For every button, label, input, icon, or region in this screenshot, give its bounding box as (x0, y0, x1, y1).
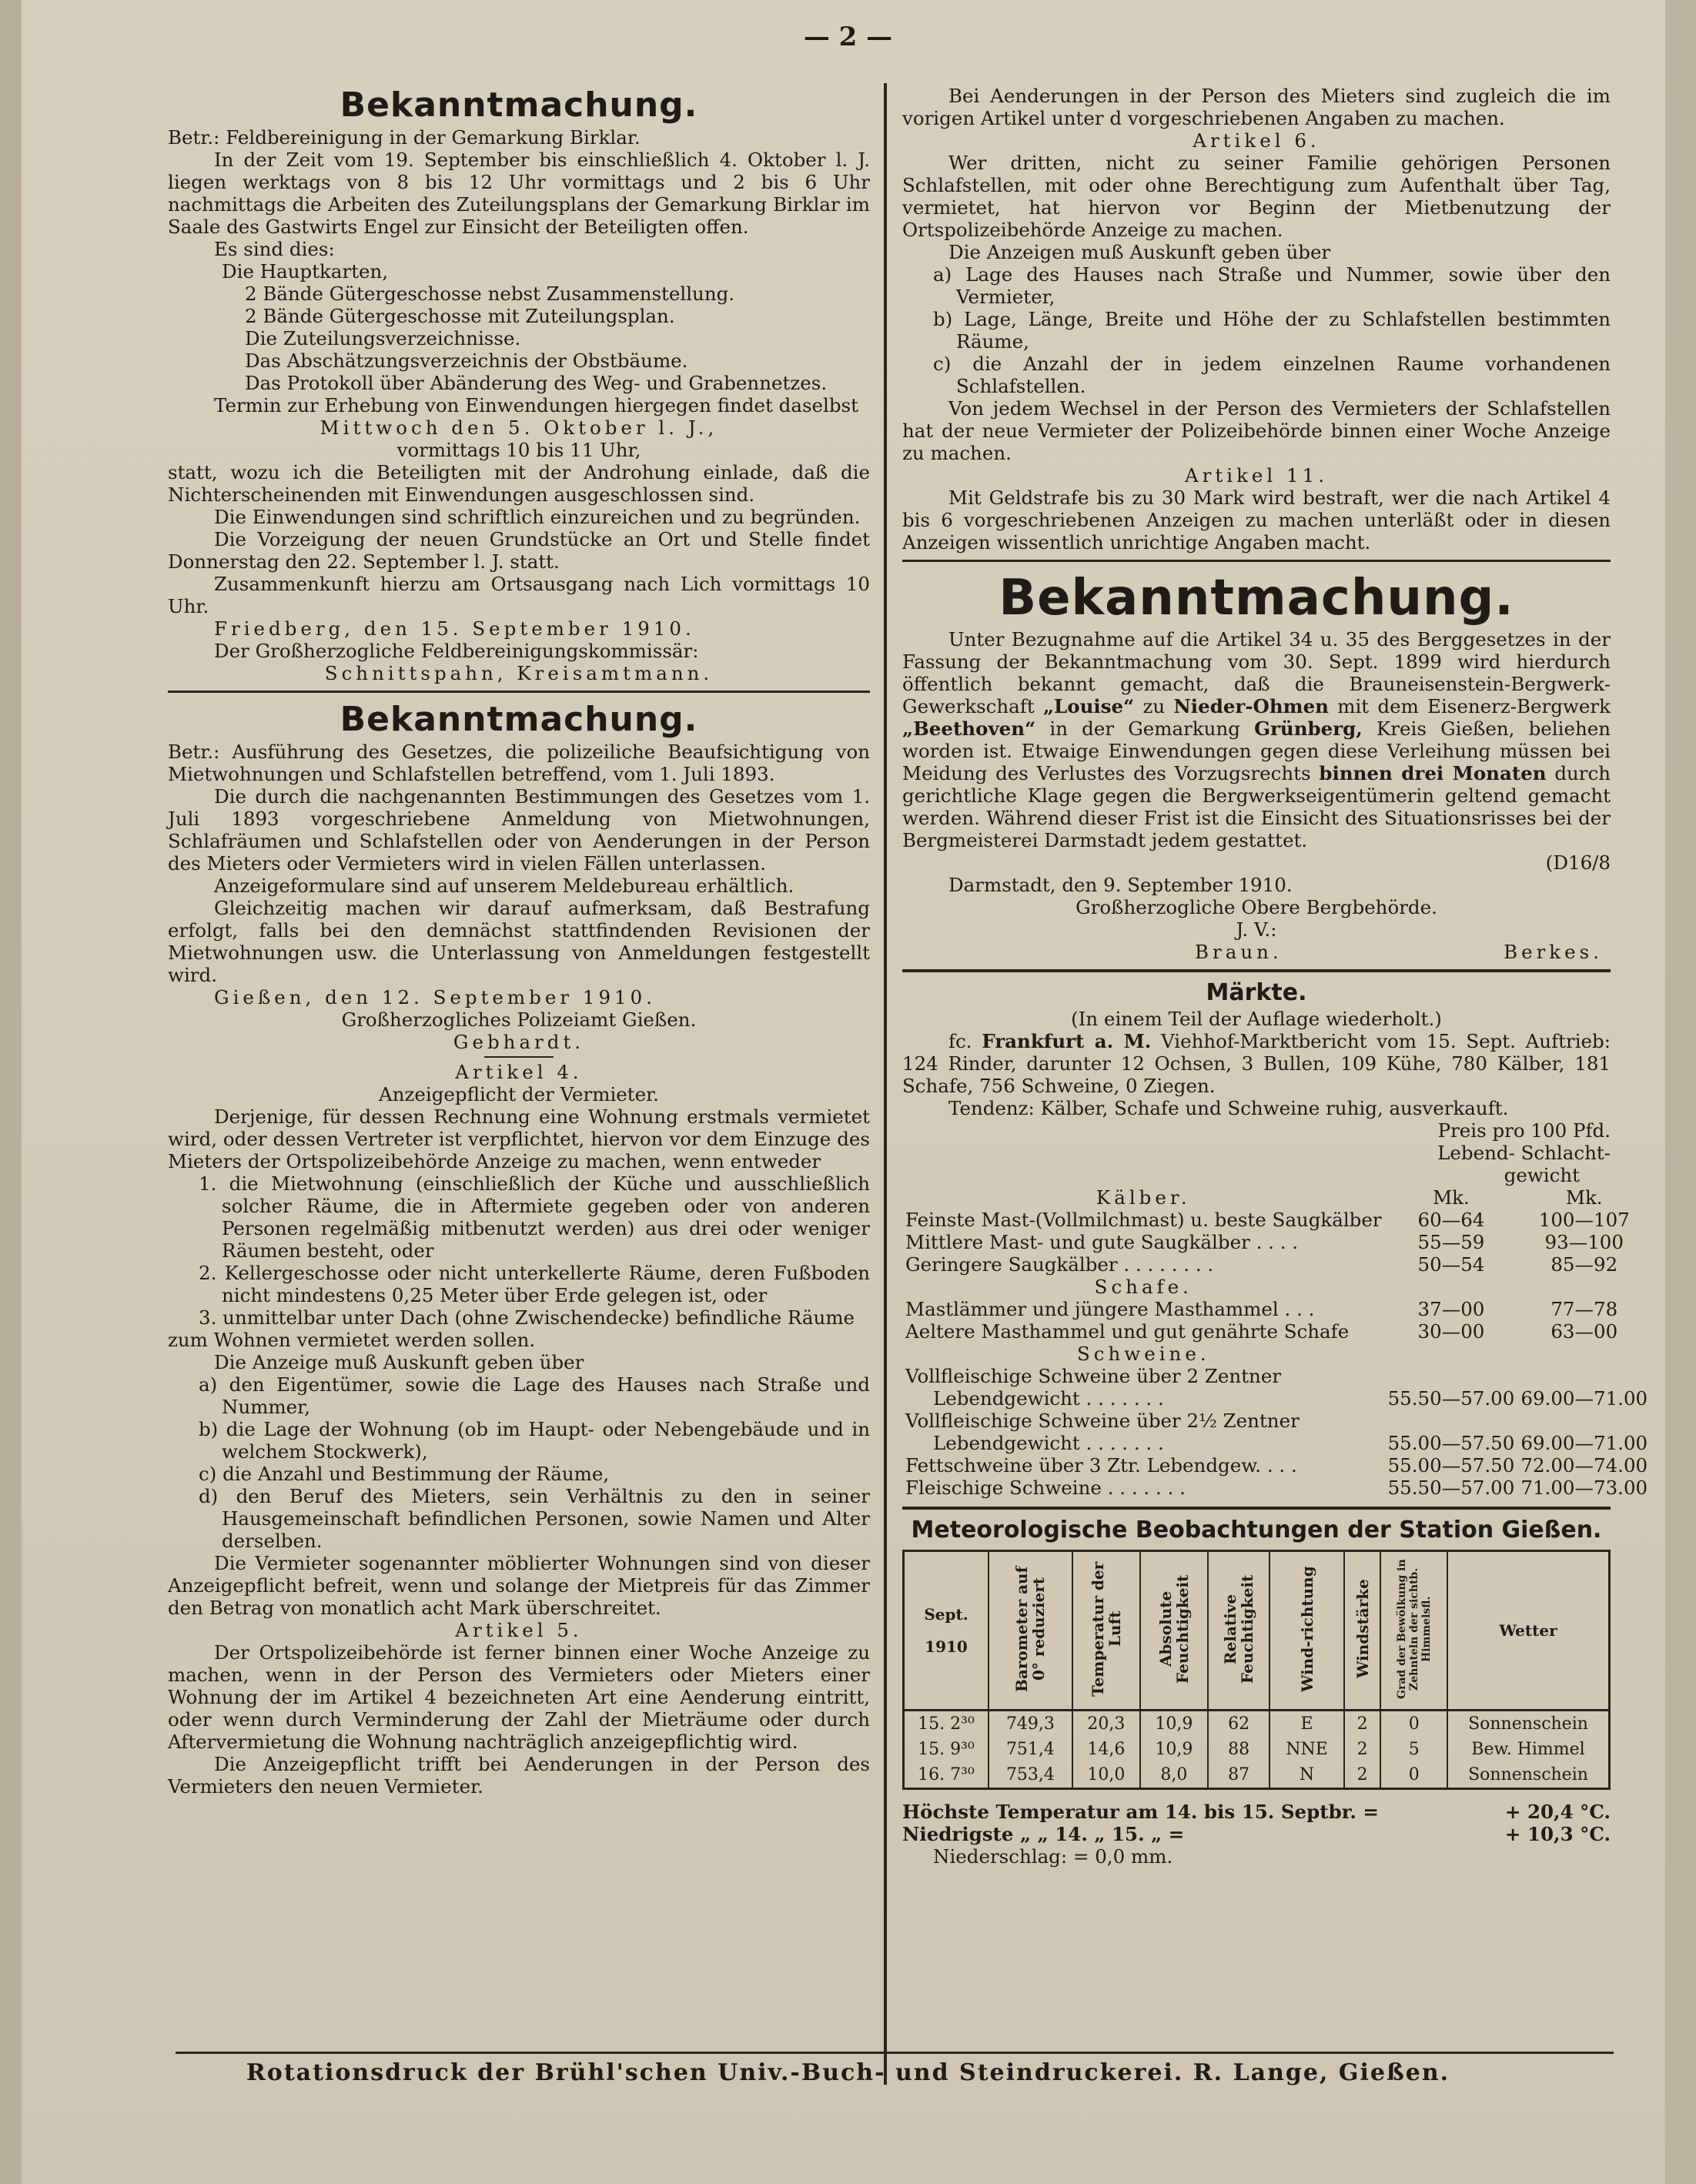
list-intro: Es sind dies: (214, 238, 335, 260)
col-header-weather (1447, 1551, 1610, 1711)
cell-time: 9³⁰ (950, 1740, 975, 1759)
table-row (902, 1298, 1651, 1320)
header-label: Temperatur der Luft (1088, 1561, 1124, 1697)
termin-paragraph: Termin zur Erhebung von Einwendungen hiergegen findet daselbst (214, 394, 858, 416)
place-name: Nieder-Ohmen (1173, 695, 1329, 717)
markets-intro (902, 1030, 1611, 1097)
category-label: Schafe. (1094, 1276, 1193, 1298)
price-slaughter: 93—100 (1544, 1231, 1624, 1253)
cell-temperature: 14,6 (1072, 1737, 1140, 1762)
cell-wind-strength: 2 (1344, 1762, 1381, 1789)
text-fragment: mit dem Eisenerz-Bergwerk (1337, 695, 1611, 717)
text-fragment: Unter Bezugnahme auf die Artikel 34 u. 35 des Berggesetzes in der Fassung der Bekanntmachung vom 30. Sept. 1899 wird hierdurch öffentlich bekannt gemacht, daß die Brauneisenstein-Bergwerk-Gewerkschaft (902, 628, 1611, 717)
place-date: Friedberg, den 15. September 1910. (214, 617, 695, 640)
table-row (902, 1231, 1651, 1253)
cell-abs-humidity: 10,9 (1140, 1711, 1208, 1738)
article-heading: Artikel 11. (1184, 464, 1329, 487)
col-header-barometer (988, 1551, 1072, 1711)
min-temp-value: + 10,3 °C. (1504, 1823, 1611, 1845)
row-label: Fettschweine über 3 Ztr. Lebendgew. . . . (905, 1454, 1297, 1477)
announcement-paragraph: Gleichzeitig machen wir darauf aufmerksam, daß Bestrafung erfolgt, falls bei den demnächst stattfindenden Revisionen der Mietwohnungen usw. die Unterlassung von Anmeldungen festgestellt wird. (168, 897, 870, 986)
signature: Gebhardt. (453, 1031, 585, 1053)
cell-day: 15. (918, 1740, 945, 1759)
table-row (902, 1320, 1651, 1343)
table-row (902, 1209, 1651, 1231)
article-paragraph: Die Anzeige muß Auskunft geben über (214, 1351, 584, 1373)
price-slaughter: 100—107 (1538, 1209, 1630, 1231)
header-label: Wind-richtung (1297, 1566, 1316, 1692)
announcement-subject: Betr.: Feldbereinigung in der Gemarkung Birklar. (168, 126, 641, 149)
cell-weather: Sonnenschein (1447, 1711, 1610, 1738)
signature: Braun. (1195, 941, 1283, 963)
list-item: c) die Anzahl und Bestimmung der Räume, (199, 1463, 610, 1485)
announcement-feldbereinigung (168, 85, 870, 684)
row-label: Feinste Mast-(Vollmilchmast) u. beste Saugkälber (905, 1209, 1382, 1231)
row-label: Mittlere Mast- und gute Saugkälber . . . . (905, 1231, 1299, 1253)
announcement-title: Bekanntmachung. (340, 700, 698, 739)
meteo-table (902, 1550, 1611, 1790)
place-date: Darmstadt, den 9. September 1910. (948, 874, 1293, 896)
footer-rule (176, 2052, 1614, 2054)
row-label: Vollfleischige Schweine über 2½ Zentner (905, 1410, 1300, 1432)
col-header-wind-strength (1344, 1551, 1381, 1711)
row-label: Fleischige Schweine . . . . . . . (905, 1477, 1186, 1499)
list-item: Die Zuteilungsverzeichnisse. (245, 327, 521, 350)
price-slaughter: 69.00—71.00 (1520, 1387, 1648, 1410)
row-label: Geringere Saugkälber . . . . . . . . (905, 1253, 1214, 1276)
table-row (902, 1276, 1651, 1298)
announcement-subject: Betr.: Ausführung des Gesetzes, die polizeiliche Beaufsichtigung von Mietwohnungen und Schlafstellen betreffend, vom 1. Juli 1893. (168, 741, 870, 785)
unit-label: Mk. (1565, 1186, 1603, 1209)
list-item: c) die Anzahl der in jedem einzelnen Raume vorhandenen Schlafstellen. (933, 353, 1611, 397)
mine-company-name: „Louise“ (1042, 695, 1135, 717)
header-label: Barometer auf 0° reduziert (1012, 1566, 1049, 1692)
article-heading: Artikel 5. (455, 1619, 583, 1641)
reference-code: (D16/8 (1545, 851, 1611, 874)
announcement-paragraph: Anzeigeformulare sind auf unserem Meldebureau erhältlich. (214, 875, 794, 897)
announcement-paragraph (902, 628, 1611, 851)
header-label: Absolute Feuchtigkeit (1156, 1574, 1192, 1684)
col-header-temperature (1072, 1551, 1140, 1711)
article-paragraph: Bei Aenderungen in der Person des Mieters sind zugleich die im vorigen Artikel unter d vorgeschriebenen Angaben zu machen. (902, 85, 1611, 129)
table-row (902, 1387, 1651, 1410)
office-name: Großherzogliches Polizeiamt Gießen. (341, 1008, 697, 1031)
announcement-mietwohnungen (168, 699, 870, 1798)
article-sub-list (168, 1373, 870, 1552)
cell-rel-humidity: 87 (1208, 1762, 1270, 1789)
announcement-paragraph: Zusammenkunft hierzu am Ortsausgang nach Lich vormittags 10 Uhr. (168, 573, 870, 617)
markets-title: Märkte. (1206, 979, 1307, 1006)
markets-note: (In einem Teil der Auflage wiederholt.) (1071, 1008, 1442, 1030)
office-name: Der Großherzogliche Feldbereinigungskommissär: (214, 640, 699, 662)
deadline-text: binnen drei Monaten (1319, 762, 1547, 784)
short-divider (484, 1056, 554, 1058)
cell-cloud-cover: 0 (1380, 1711, 1447, 1738)
cell-date (904, 1711, 989, 1738)
section-divider (902, 560, 1611, 562)
header-label: Relative Feuchtigkeit (1221, 1574, 1257, 1684)
announcement-title: Bekanntmachung. (340, 85, 698, 125)
list-item: 2 Bände Gütergeschosse nebst Zusammenstellung. (245, 283, 735, 305)
markets-tendency: Tendenz: Kälber, Schafe und Schweine ruhig, ausverkauft. (948, 1097, 1509, 1119)
col-header-date (904, 1551, 989, 1711)
row-label: Lebendgewicht . . . . . . . (933, 1432, 1164, 1454)
cell-date (904, 1737, 989, 1762)
meteo-title: Meteorologische Beobachtungen der Station Gießen. (911, 1517, 1602, 1544)
list-item: b) Lage, Länge, Breite und Höhe der zu Schlafstellen bestimmten Räume, (933, 308, 1611, 353)
announcement-paragraph: Die durch die nachgenannten Bestimmungen des Gesetzes vom 1. Juli 1893 vorgeschriebene Anmeldung von Mietwohnungen, Schlafräumen und Schlafstellen oder von Aenderungen in der Person des Mieters oder Vermieters wird in vielen Fällen unterlassen. (168, 785, 870, 875)
section-divider (902, 969, 1611, 972)
price-header: Lebend- Schlacht- (1437, 1142, 1611, 1164)
list-item: a) den Eigentümer, sowie die Lage des Hauses nach Straße und Nummer, (199, 1373, 870, 1418)
market-place: Frankfurt a. M. (982, 1030, 1152, 1052)
article-heading: Artikel 6. (1193, 129, 1320, 152)
left-column (168, 85, 870, 1798)
column-divider (884, 83, 887, 2085)
col-header-cloud-cover (1380, 1551, 1447, 1711)
page-number: — 2 — (803, 22, 893, 52)
printer-imprint: Rotationsdruck der Brühl'schen Univ.-Buch- und Steindruckerei. R. Lange, Gießen. (246, 2059, 1450, 2086)
price-slaughter: 85—92 (1550, 1253, 1618, 1276)
place-date: Gießen, den 12. September 1910. (214, 986, 656, 1008)
place-name: Grünberg, (1254, 717, 1363, 740)
announcement-bergwerk (902, 568, 1611, 963)
col-header-abs-humidity (1140, 1551, 1208, 1711)
cell-time: 7³⁰ (950, 1765, 975, 1784)
markets-section (902, 978, 1648, 1499)
announcement-paragraph: Die Einwendungen sind schriftlich einzureichen und zu begründen. (214, 506, 861, 528)
table-row (902, 1410, 1651, 1432)
price-live: 55.50—57.00 (1387, 1387, 1515, 1410)
text-fragment: durch gerichtliche Klage gegen die Bergwerkseigentümerin geltend gemacht werden. Während dieser Frist ist die Einsicht des Situationsrisses bei der Bergmeisterei Darmstadt jedem gestattet. (902, 762, 1611, 851)
office-name: Großherzogliche Obere Bergbehörde. (1075, 896, 1437, 918)
announcement-title: Bekanntmachung. (999, 570, 1514, 627)
unit-label: Mk. (1433, 1186, 1470, 1209)
cell-rel-humidity: 88 (1208, 1737, 1270, 1762)
right-column (902, 85, 1648, 1868)
temp-extremes (902, 1801, 1611, 1868)
cell-weather: Sonnenschein (1447, 1762, 1610, 1789)
article-sub-list (902, 263, 1611, 397)
min-temp-label: Niedrigste „ „ 14. „ 15. „ = (902, 1823, 1185, 1845)
table-row (902, 1477, 1651, 1499)
header-label: Grad der Bewölkung in Zehnteln der sichtb. Himmelsfl. (1395, 1559, 1433, 1699)
list-item: 2 Bände Gütergeschosse mit Zuteilungsplan. (245, 305, 675, 327)
cell-abs-humidity: 10,9 (1140, 1737, 1208, 1762)
list-item: 1. die Mietwohnung (einschließlich der Küche und ausschließlich solcher Räume, die in Aftermiete gegeben oder von anderen Personen regelmäßig mitbenutzt werden) aus drei oder weniger Räumen besteht, oder (199, 1172, 870, 1262)
text-fragment: in der Gemarkung (1049, 717, 1240, 740)
table-row (902, 1454, 1651, 1477)
article-item-list (168, 1172, 870, 1329)
article-paragraph: Der Ortspolizeibehörde ist ferner binnen einer Woche Anzeige zu machen, wenn in der Person des Vermieters oder Mieters einer Wohnung der im Artikel 4 bezeichneten Art eine Aenderung eintritt, oder wenn durch Verminderung der Zahl der Mieträume oder durch Aftervermietung die Wohnung nachträglich anzeigepflichtig wird. (168, 1641, 870, 1753)
table-row (902, 1432, 1651, 1454)
min-temp-line (902, 1823, 1611, 1845)
row-label: Mastlämmer und jüngere Masthammel . . . (905, 1298, 1315, 1320)
price-live: 55.50—57.00 (1387, 1477, 1515, 1499)
document-list (168, 260, 870, 394)
price-slaughter: 72.00—74.00 (1520, 1454, 1648, 1477)
text-fragment: zu (1142, 695, 1166, 717)
category-label: Schweine. (1076, 1343, 1210, 1365)
article-paragraph: Mit Geldstrafe bis zu 30 Mark wird bestraft, wer die nach Artikel 4 bis 6 vorgeschriebenen Anzeigen zu machen unterläßt oder in diesen Anzeigen wissentlich unrichtige Angaben macht. (902, 487, 1611, 554)
price-slaughter: 71.00—73.00 (1520, 1477, 1648, 1499)
row-label: Vollfleischige Schweine über 2 Zentner (905, 1365, 1282, 1387)
article-paragraph: Derjenige, für dessen Rechnung eine Wohnung erstmals vermietet wird, oder dessen Vertreter ist verpflichtet, hiervon vor dem Einzuge des Mieters der Ortspolizeibehörde Anzeige zu machen, wenn entweder (168, 1105, 870, 1172)
signature: Berkes. (1504, 941, 1603, 963)
price-live: 30—00 (1417, 1320, 1485, 1343)
list-item: Das Abschätzungsverzeichnis der Obstbäume. (245, 350, 688, 372)
table-row (902, 1186, 1651, 1209)
cell-day: 15. (918, 1714, 945, 1734)
cell-barometer: 749,3 (988, 1711, 1072, 1738)
table-row (904, 1737, 1610, 1762)
price-header: Preis pro 100 Pfd. (1437, 1119, 1611, 1142)
article-paragraph: zum Wohnen vermietet werden sollen. (168, 1329, 536, 1351)
announcement-paragraph: In der Zeit vom 19. September bis einschließlich 4. Oktober l. J. liegen werktags von 8 bis 12 Uhr vormittags und 2 bis 6 Uhr nachmittags die Arbeiten des Zuteilungsplans der Gemarkung Birklar im Saale des Gastwirts Engel zur Einsicht der Beteiligten offen. (168, 149, 870, 238)
signature: Schnittspahn, Kreisamtmann. (324, 662, 714, 684)
cell-rel-humidity: 62 (1208, 1711, 1270, 1738)
cell-date (904, 1762, 989, 1789)
table-row (902, 1253, 1651, 1276)
cell-wind-strength: 2 (1344, 1737, 1381, 1762)
precipitation: Niederschlag: = 0,0 mm. (933, 1845, 1173, 1868)
cell-wind-strength: 2 (1344, 1711, 1381, 1738)
cell-wind-direction: E (1269, 1711, 1343, 1738)
signatures (902, 941, 1611, 963)
article-subheading: Anzeigepflicht der Vermieter. (379, 1083, 659, 1105)
price-slaughter: 69.00—71.00 (1520, 1432, 1648, 1454)
cell-weather: Bew. Himmel (1447, 1737, 1610, 1762)
article-paragraph: Von jedem Wechsel in der Person des Vermieters der Schlafstellen hat der neue Vermieter der Polizeibehörde binnen einer Woche Anzeige zu machen. (902, 397, 1611, 464)
cell-temperature: 10,0 (1072, 1762, 1140, 1789)
cell-time: 2³⁰ (950, 1714, 975, 1734)
table-row (902, 1343, 1651, 1365)
cell-barometer: 753,4 (988, 1762, 1072, 1789)
col-header-rel-humidity (1208, 1551, 1270, 1711)
cell-temperature: 20,3 (1072, 1711, 1140, 1738)
list-item: Das Protokoll über Abänderung des Weg- und Grabennetzes. (245, 372, 828, 394)
cell-wind-direction: N (1269, 1762, 1343, 1789)
price-live: 50—54 (1417, 1253, 1485, 1276)
cell-cloud-cover: 0 (1380, 1762, 1447, 1789)
article-paragraph: Die Anzeigepflicht trifft bei Aenderungen in der Person des Vermieters den neuen Vermieter. (168, 1753, 870, 1798)
header-label: Wetter (1499, 1621, 1557, 1640)
max-temp-value: + 20,4 °C. (1504, 1801, 1611, 1823)
list-item: 2. Kellergeschosse oder nicht unterkellerte Räume, deren Fußboden nicht mindestens 0,25 Meter über Erde gelegen ist, oder (199, 1262, 870, 1306)
header-label: Sept. (924, 1605, 968, 1624)
header-label: 1910 (925, 1637, 968, 1656)
page-edge-left (0, 0, 22, 2184)
text-fragment: Viehhof-Marktbericht vom 15. Sept. Auftrieb: 124 Rinder, darunter 12 Ochsen, 3 Bullen, 109 Kühe, 780 Kälber, 181 Schafe, 756 Schweine, 0 Ziegen. (902, 1030, 1611, 1097)
row-label: Lebendgewicht . . . . . . . (933, 1387, 1164, 1410)
list-item: 3. unmittelbar unter Dach (ohne Zwischendecke) befindliche Räume (199, 1306, 855, 1329)
table-row (902, 1365, 1651, 1387)
mine-name: „Beethoven“ (902, 717, 1036, 740)
cell-abs-humidity: 8,0 (1140, 1762, 1208, 1789)
list-item: Die Hauptkarten, (222, 260, 389, 283)
proxy-label: J. V.: (1236, 918, 1277, 941)
table-row (904, 1762, 1610, 1789)
price-live: 55.00—57.50 (1387, 1432, 1515, 1454)
cell-barometer: 751,4 (988, 1737, 1072, 1762)
price-header: gewicht (1504, 1164, 1580, 1186)
article-heading: Artikel 4. (455, 1061, 583, 1083)
price-live: 55—59 (1417, 1231, 1485, 1253)
price-slaughter: 77—78 (1550, 1298, 1618, 1320)
section-divider (168, 691, 870, 693)
text-fragment: Kreis Gießen, beliehen worden ist. Etwaige Einwendungen gegen diese Verleihung müssen bei Meidung des Verlustes des Vorzugsrechts (902, 717, 1611, 784)
meteo-section (902, 1516, 1611, 1868)
list-item: d) den Beruf des Mieters, sein Verhältnis zu den in seiner Hausgemeinschaft befindlichen Personen, sowie Namen und Alter derselben. (199, 1485, 870, 1552)
article-paragraph: Die Vermieter sogenannter möblierter Wohnungen sind von dieser Anzeigepflicht befreit, wenn und solange der Mietpreis für das Zimmer den Betrag von monatlich acht Mark überschreitet. (168, 1552, 870, 1619)
market-price-table (902, 1186, 1651, 1499)
col-header-wind-direction (1269, 1551, 1343, 1711)
price-live: 60—64 (1417, 1209, 1485, 1231)
list-item: b) die Lage der Wohnung (ob im Haupt- oder Nebengebäude und in welchem Stockwerk), (199, 1418, 870, 1463)
section-divider (902, 1507, 1611, 1510)
price-slaughter: 63—00 (1550, 1320, 1618, 1343)
cell-wind-direction: NNE (1269, 1737, 1343, 1762)
page-edge-right (1665, 0, 1696, 2184)
table-header-row (904, 1551, 1610, 1711)
category-label: Kälber. (1096, 1186, 1191, 1209)
table-row (904, 1711, 1610, 1738)
max-temp-label: Höchste Temperatur am 14. bis 15. Septbr. = (902, 1801, 1379, 1823)
header-label: Windstärke (1353, 1579, 1372, 1679)
cell-cloud-cover: 5 (1380, 1737, 1447, 1762)
price-live: 37—00 (1417, 1298, 1485, 1320)
article-paragraph: Wer dritten, nicht zu seiner Familie gehörigen Personen Schlafstellen, mit oder ohne Berechtigung zum Aufenthalt über Tag, vermietet, hat hiervon vor Beginn der Mietbenutzung der Ortspolizeibehörde Anzeige zu machen. (902, 152, 1611, 241)
termin-time: vormittags 10 bis 11 Uhr, (396, 439, 641, 461)
price-live: 55.00—57.50 (1387, 1454, 1515, 1477)
row-label: Aeltere Masthammel und gut genährte Schafe (905, 1320, 1350, 1343)
announcement-paragraph: statt, wozu ich die Beteiligten mit der Androhung einlade, daß die Nichterscheinenden mit Einwendungen ausgeschlossen sind. (168, 461, 870, 506)
cell-day: 16. (918, 1765, 945, 1784)
list-item: a) Lage des Hauses nach Straße und Nummer, sowie über den Vermieter, (933, 263, 1611, 308)
text-fragment: fc. (948, 1030, 972, 1052)
announcement-paragraph: Die Vorzeigung der neuen Grundstücke an Ort und Stelle findet Donnerstag den 22. September l. J. statt. (168, 528, 870, 573)
termin-date: Mittwoch den 5. Oktober l. J., (319, 416, 718, 439)
max-temp-line (902, 1801, 1611, 1823)
article-paragraph: Die Anzeigen muß Auskunft geben über (948, 241, 1331, 263)
